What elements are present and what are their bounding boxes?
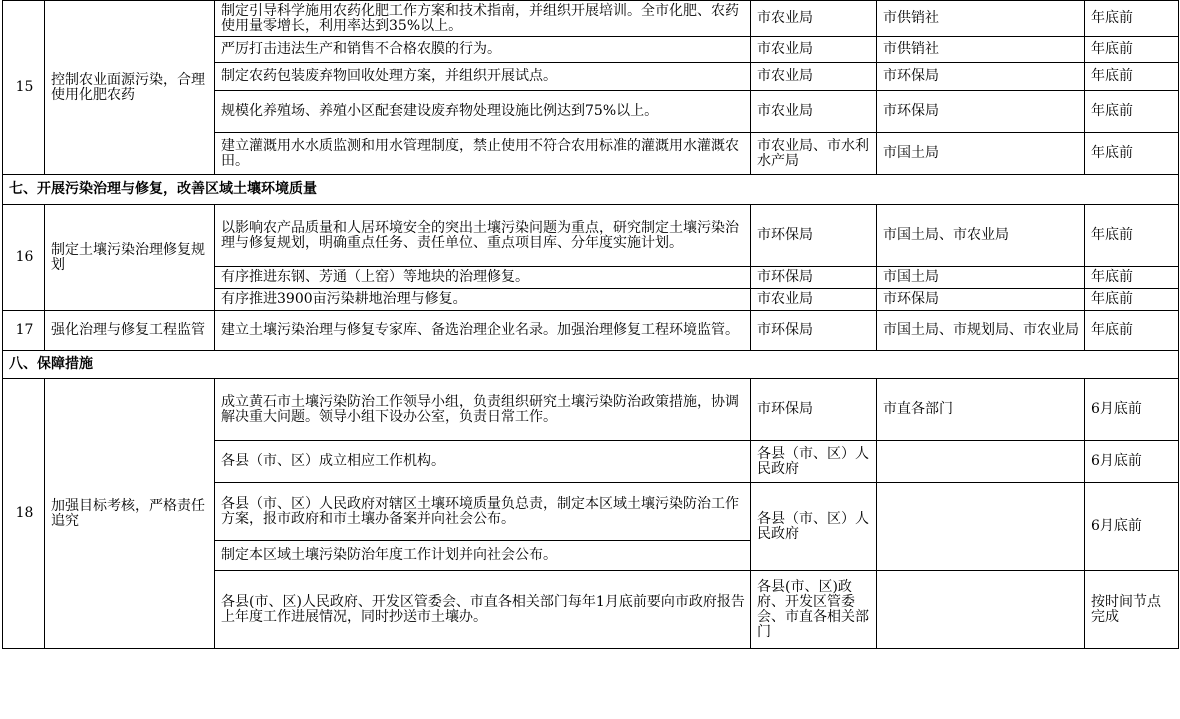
table-row: [3, 205, 1179, 267]
measure-cell: 建立土壤污染治理与修复专家库、备选治理企业名录。加强治理修复工程环境监管。: [215, 311, 751, 351]
lead-unit-cell: 市农业局: [751, 1, 877, 37]
lead-unit-cell: 市环保局: [751, 205, 877, 267]
responsibility-table: [2, 0, 1179, 649]
measure-cell: 各县(市、区)人民政府、开发区管委会、市直各相关部门每年1月底前要向市政府报告上年度工作进展情况，同时抄送市土壤办。: [215, 571, 751, 649]
lead-unit-cell: 市环保局: [751, 267, 877, 289]
coop-unit-cell: 市国土局: [877, 267, 1085, 289]
lead-unit-cell: 市环保局: [751, 379, 877, 441]
deadline-cell: 6月底前: [1085, 441, 1179, 483]
coop-unit-cell: [877, 571, 1085, 649]
table-row: [3, 311, 1179, 351]
coop-unit-cell: 市环保局: [877, 289, 1085, 311]
coop-unit-cell: 市国土局、市农业局: [877, 205, 1085, 267]
coop-unit-cell: 市直各部门: [877, 379, 1085, 441]
deadline-cell: 年底前: [1085, 1, 1179, 37]
table-row: [3, 1, 1179, 37]
coop-unit-cell: 市环保局: [877, 63, 1085, 91]
deadline-cell: 年底前: [1085, 63, 1179, 91]
deadline-cell: 年底前: [1085, 205, 1179, 267]
task-name: 控制农业面源污染，合理使用化肥农药: [45, 1, 215, 175]
section-heading: 八、保障措施: [3, 351, 1179, 379]
measure-cell: 严厉打击违法生产和销售不合格农膜的行为。: [215, 37, 751, 63]
lead-unit-cell: 市农业局: [751, 91, 877, 133]
item-number: 17: [3, 311, 45, 351]
measure-cell: 各县（市、区）人民政府对辖区土壤环境质量负总责，制定本区域土壤污染防治工作方案，报市政府和市土壤办备案并向社会公布。: [215, 483, 751, 541]
deadline-cell: 年底前: [1085, 311, 1179, 351]
coop-unit-cell: 市国土局、市规划局、市农业局: [877, 311, 1085, 351]
measure-cell: 制定农药包装废弃物回收处理方案，并组织开展试点。: [215, 63, 751, 91]
task-name: 强化治理与修复工程监管: [45, 311, 215, 351]
lead-unit-cell: 各县（市、区）人民政府: [751, 483, 877, 571]
lead-unit-cell: 各县(市、区)政府、开发区管委会、市直各相关部门: [751, 571, 877, 649]
item-number: 16: [3, 205, 45, 311]
item-number: 18: [3, 379, 45, 649]
task-name: 制定土壤污染治理修复规划: [45, 205, 215, 311]
lead-unit-cell: 市农业局: [751, 289, 877, 311]
task-name: 加强目标考核，严格责任追究: [45, 379, 215, 649]
section-header-row: [3, 351, 1179, 379]
item-number: 15: [3, 1, 45, 175]
coop-unit-cell: 市供销社: [877, 37, 1085, 63]
deadline-cell: 年底前: [1085, 267, 1179, 289]
lead-unit-cell: 各县（市、区）人民政府: [751, 441, 877, 483]
section-header-row: [3, 175, 1179, 205]
measure-cell: 各县（市、区）成立相应工作机构。: [215, 441, 751, 483]
measure-cell: 有序推进3900亩污染耕地治理与修复。: [215, 289, 751, 311]
deadline-cell: 按时间节点完成: [1085, 571, 1179, 649]
lead-unit-cell: 市农业局: [751, 63, 877, 91]
coop-unit-cell: [877, 441, 1085, 483]
measure-cell: 规模化养殖场、养殖小区配套建设废弃物处理设施比例达到75%以上。: [215, 91, 751, 133]
section-heading: 七、开展污染治理与修复，改善区域土壤环境质量: [3, 175, 1179, 205]
lead-unit-cell: 市农业局、市水利水产局: [751, 133, 877, 175]
lead-unit-cell: 市农业局: [751, 37, 877, 63]
deadline-cell: 年底前: [1085, 37, 1179, 63]
coop-unit-cell: 市环保局: [877, 91, 1085, 133]
measure-cell: 有序推进东钢、芳通（上窑）等地块的治理修复。: [215, 267, 751, 289]
deadline-cell: 6月底前: [1085, 379, 1179, 441]
deadline-cell: 6月底前: [1085, 483, 1179, 571]
measure-cell: 以影响农产品质量和人居环境安全的突出土壤污染问题为重点，研究制定土壤污染治理与修复规划，明确重点任务、责任单位、重点项目库、分年度实施计划。: [215, 205, 751, 267]
measure-cell: 建立灌溉用水水质监测和用水管理制度，禁止使用不符合农用标准的灌溉用水灌溉农田。: [215, 133, 751, 175]
table-row: [3, 379, 1179, 441]
deadline-cell: 年底前: [1085, 289, 1179, 311]
deadline-cell: 年底前: [1085, 133, 1179, 175]
measure-cell: 成立黄石市土壤污染防治工作领导小组，负责组织研究土壤污染防治政策措施，协调解决重大问题。领导小组下设办公室，负责日常工作。: [215, 379, 751, 441]
lead-unit-cell: 市环保局: [751, 311, 877, 351]
coop-unit-cell: [877, 483, 1085, 571]
coop-unit-cell: 市供销社: [877, 1, 1085, 37]
coop-unit-cell: 市国土局: [877, 133, 1085, 175]
deadline-cell: 年底前: [1085, 91, 1179, 133]
measure-cell: 制定引导科学施用农药化肥工作方案和技术指南，并组织开展培训。全市化肥、农药使用量零增长，利用率达到35%以上。: [215, 1, 751, 37]
measure-cell: 制定本区域土壤污染防治年度工作计划并向社会公布。: [215, 541, 751, 571]
